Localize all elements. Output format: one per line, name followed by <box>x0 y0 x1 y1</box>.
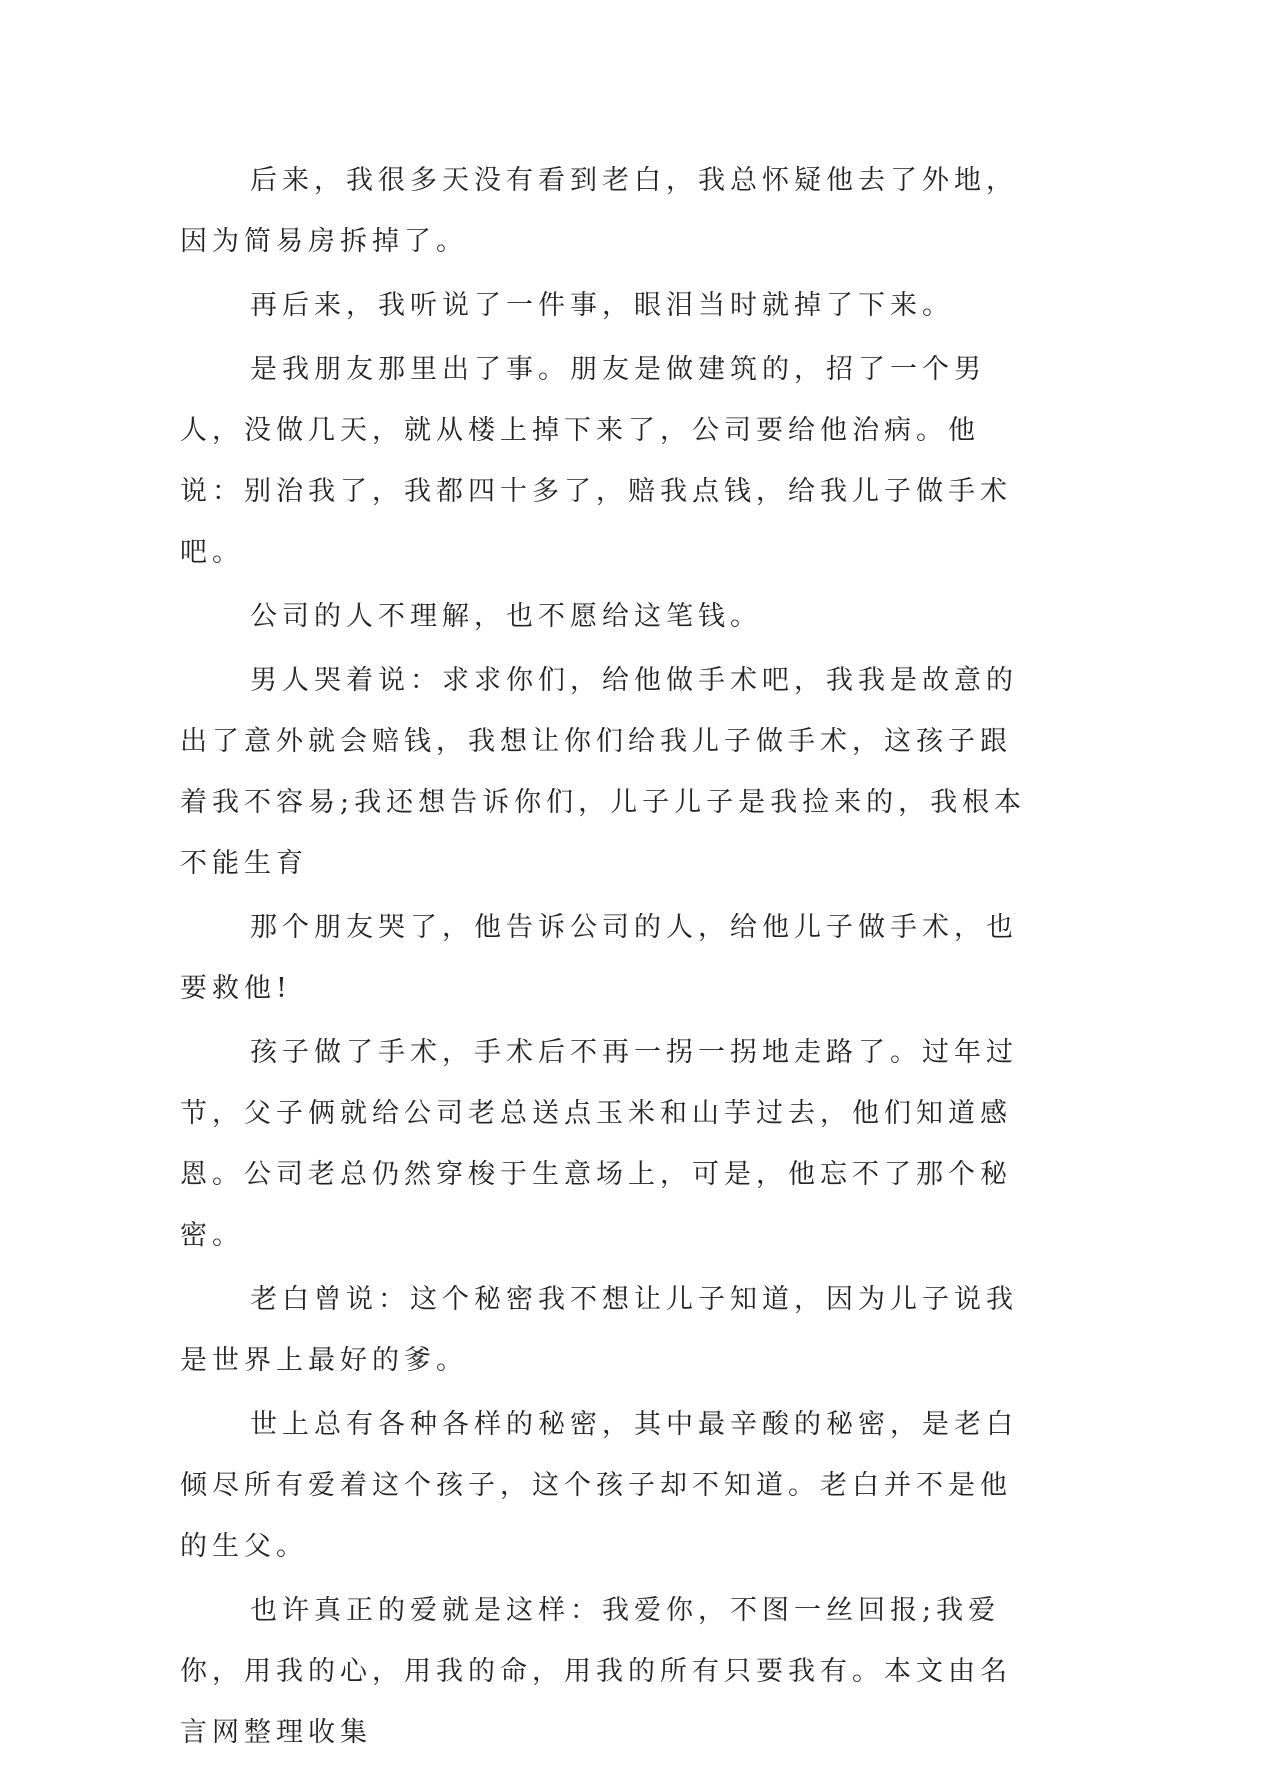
paragraph: 世上总有各种各样的秘密，其中最辛酸的秘密，是老白倾尽所有爱着这个孩子，这个孩子却不知道。老白并不是他的生父。 <box>180 1409 1018 1562</box>
paragraph: 老白曾说：这个秘密我不想让儿子知道，因为儿子说我是世界上最好的爹。 <box>180 1284 1018 1376</box>
paragraph: 后来，我很多天没有看到老白，我总怀疑他去了外地，因为简易房拆掉了。 <box>180 165 1018 257</box>
paragraph: 再后来，我听说了一件事，眼泪当时就掉了下来。 <box>250 290 954 321</box>
paragraph: 是我朋友那里出了事。朋友是做建筑的，招了一个男人，没做几天，就从楼上掉下来了，公司要给他治病。他说：别治我了，我都四十多了，赔我点钱，给我儿子做手术吧。 <box>180 354 1012 568</box>
paragraph: 男人哭着说：求求你们，给他做手术吧，我我是故意的出了意外就会赔钱，我想让你们给我儿子做手术，这孩子跟着我不容易;我还想告诉你们，儿子儿子是我捡来的，我根本不能生育 <box>180 665 1027 879</box>
paragraph: 孩子做了手术，手术后不再一拐一拐地走路了。过年过节，父子俩就给公司老总送点玉米和山芋过去，他们知道感恩。公司老总仍然穿梭于生意场上，可是，他忘不了那个秘密。 <box>180 1037 1018 1251</box>
paragraph: 也许真正的爱就是这样：我爱你，不图一丝回报;我爱你，用我的心，用我的命，用我的所有只要我有。本文由名言网整理收集 <box>180 1595 1012 1748</box>
document-page <box>180 150 1040 1766</box>
paragraph: 公司的人不理解，也不愿给这笔钱。 <box>250 601 762 632</box>
paragraph: 那个朋友哭了，他告诉公司的人，给他儿子做手术，也要救他! <box>180 912 1018 1004</box>
